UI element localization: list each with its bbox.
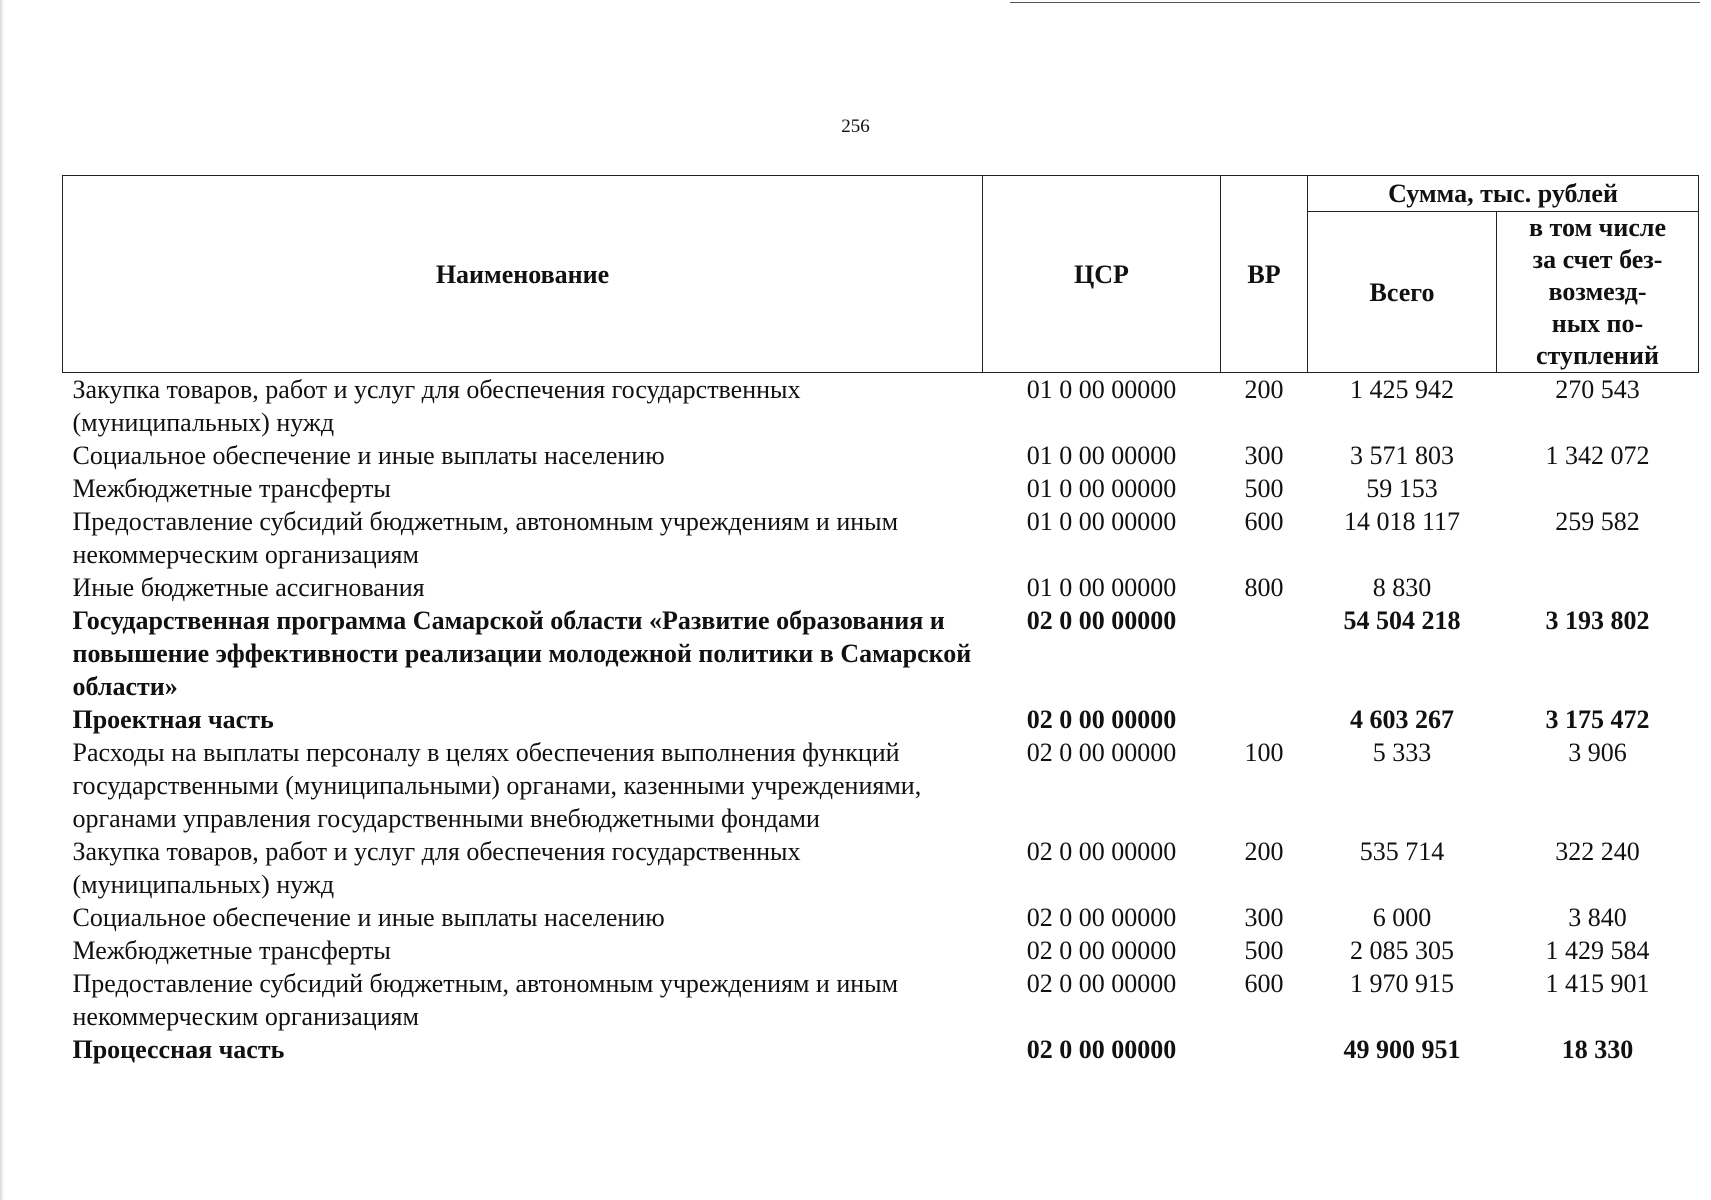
- csr-cell: 01 0 00 00000: [1026, 474, 1177, 503]
- csr-cell: 02 0 00 00000: [1026, 903, 1177, 932]
- vr-cell: [1221, 604, 1308, 703]
- csr-cell: 02 0 00 00000: [1026, 1035, 1177, 1064]
- table-row: [63, 934, 1699, 967]
- name-cell: Социальное обеспечение и иные выплаты населению: [72, 441, 665, 470]
- total-cell: 4 603 267: [1350, 705, 1454, 734]
- total-cell: 54 504 218: [1343, 606, 1461, 635]
- table-row: [63, 835, 1699, 901]
- csr-cell: 01 0 00 00000: [1026, 441, 1177, 470]
- vr-cell: 600: [1244, 507, 1284, 536]
- table-row: [63, 901, 1699, 934]
- csr-cell: 01 0 00 00000: [1026, 507, 1177, 536]
- page-number: 256: [841, 116, 870, 137]
- total-cell: 2 085 305: [1350, 936, 1454, 965]
- vr-cell: 100: [1244, 738, 1284, 767]
- free-cell: [1497, 571, 1699, 604]
- vr-cell: 200: [1244, 837, 1284, 866]
- free-cell: 270 543: [1555, 375, 1640, 404]
- vr-cell: [1221, 703, 1308, 736]
- name-cell: Иные бюджетные ассигнования: [72, 573, 425, 602]
- name-cell: Предоставление субсидий бюджетным, автономным учреждениям и иным некоммерческим организациям: [72, 507, 899, 569]
- total-cell: 6 000: [1372, 903, 1432, 932]
- name-cell: Межбюджетные трансферты: [72, 936, 391, 965]
- table-body: [63, 373, 1699, 1067]
- csr-cell: 02 0 00 00000: [1026, 705, 1177, 734]
- name-cell: Закупка товаров, работ и услуг для обеспечения государственных (муниципальных) нужд: [72, 375, 801, 437]
- free-cell: 1 342 072: [1545, 441, 1650, 470]
- free-cell: 322 240: [1555, 837, 1640, 866]
- vr-cell: 500: [1244, 936, 1284, 965]
- vr-cell: 300: [1244, 903, 1284, 932]
- name-cell: Проектная часть: [72, 705, 274, 734]
- name-cell: Закупка товаров, работ и услуг для обеспечения государственных (муниципальных) нужд: [72, 837, 801, 899]
- free-cell: [1497, 472, 1699, 505]
- free-cell: 1 429 584: [1545, 936, 1650, 965]
- free-cell: 3 175 472: [1545, 705, 1650, 734]
- vr-cell: 500: [1244, 474, 1284, 503]
- free-cell: 3 193 802: [1545, 606, 1650, 635]
- csr-cell: 01 0 00 00000: [1026, 573, 1177, 602]
- total-cell: 59 153: [1366, 474, 1438, 503]
- total-cell: 1 425 942: [1350, 375, 1454, 404]
- header-row-1: [63, 176, 1699, 212]
- free-cell: 3 906: [1568, 738, 1627, 767]
- header-csr: ЦСР: [983, 176, 1221, 373]
- scan-edge: [0, 0, 4, 1200]
- total-cell: 8 830: [1372, 573, 1432, 602]
- table-row: [63, 967, 1699, 1033]
- header-free-line: в том числе: [1529, 213, 1666, 242]
- header-name: Наименование: [63, 176, 983, 373]
- header-free-line: ступлений: [1535, 341, 1660, 370]
- csr-cell: 02 0 00 00000: [1026, 837, 1177, 866]
- name-cell: Межбюджетные трансферты: [72, 474, 391, 503]
- total-cell: 535 714: [1359, 837, 1445, 866]
- header-free-line: ных по-: [1551, 309, 1644, 338]
- vr-cell: 300: [1244, 441, 1284, 470]
- table-header: [63, 176, 1699, 373]
- budget-table: [62, 175, 1699, 1066]
- csr-cell: 01 0 00 00000: [1026, 375, 1177, 404]
- csr-cell: 02 0 00 00000: [1026, 969, 1177, 998]
- total-cell: 1 970 915: [1350, 969, 1454, 998]
- table-row: [63, 703, 1699, 736]
- vr-cell: 800: [1244, 573, 1284, 602]
- table-row: [63, 736, 1699, 835]
- header-free-line: за счет без-: [1532, 245, 1663, 274]
- name-cell: Государственная программа Самарской области «Развитие образования и повышение эффективности реализации молодежной политики в Самарской области»: [72, 606, 972, 701]
- table-row: [63, 439, 1699, 472]
- vr-cell: [1221, 1033, 1308, 1066]
- total-cell: 14 018 117: [1343, 507, 1461, 536]
- header-vr: ВР: [1221, 176, 1308, 373]
- free-cell: 1 415 901: [1545, 969, 1650, 998]
- free-cell: 18 330: [1561, 1035, 1634, 1064]
- vr-cell: 600: [1244, 969, 1284, 998]
- name-cell: Социальное обеспечение и иные выплаты населению: [72, 903, 665, 932]
- header-sum-group: Сумма, тыс. рублей: [1308, 176, 1699, 212]
- header-free-line: возмезд-: [1548, 277, 1647, 306]
- csr-cell: 02 0 00 00000: [1026, 738, 1177, 767]
- name-cell: Процессная часть: [72, 1035, 285, 1064]
- total-cell: 5 333: [1372, 738, 1432, 767]
- total-cell: 49 900 951: [1343, 1035, 1461, 1064]
- csr-cell: 02 0 00 00000: [1026, 606, 1177, 635]
- table-row: [63, 604, 1699, 703]
- name-cell: Предоставление субсидий бюджетным, автономным учреждениям и иным некоммерческим организациям: [72, 969, 899, 1031]
- csr-cell: 02 0 00 00000: [1026, 936, 1177, 965]
- table-row: [63, 472, 1699, 505]
- table-row: [63, 571, 1699, 604]
- name-cell: Расходы на выплаты персоналу в целях обеспечения выполнения функций государственными (муниципальными) органами, казенными учреждениями, органами управления государственными внебюджетными фондами: [72, 738, 922, 833]
- free-cell: 3 840: [1568, 903, 1627, 932]
- table-row: [63, 1033, 1699, 1066]
- free-cell: 259 582: [1555, 507, 1640, 536]
- table-row: [63, 505, 1699, 571]
- scan-top-line: [1010, 2, 1700, 3]
- header-free: [1497, 212, 1699, 373]
- total-cell: 3 571 803: [1350, 441, 1454, 470]
- header-total: Всего: [1308, 212, 1497, 373]
- vr-cell: 200: [1244, 375, 1284, 404]
- table-row: [63, 373, 1699, 440]
